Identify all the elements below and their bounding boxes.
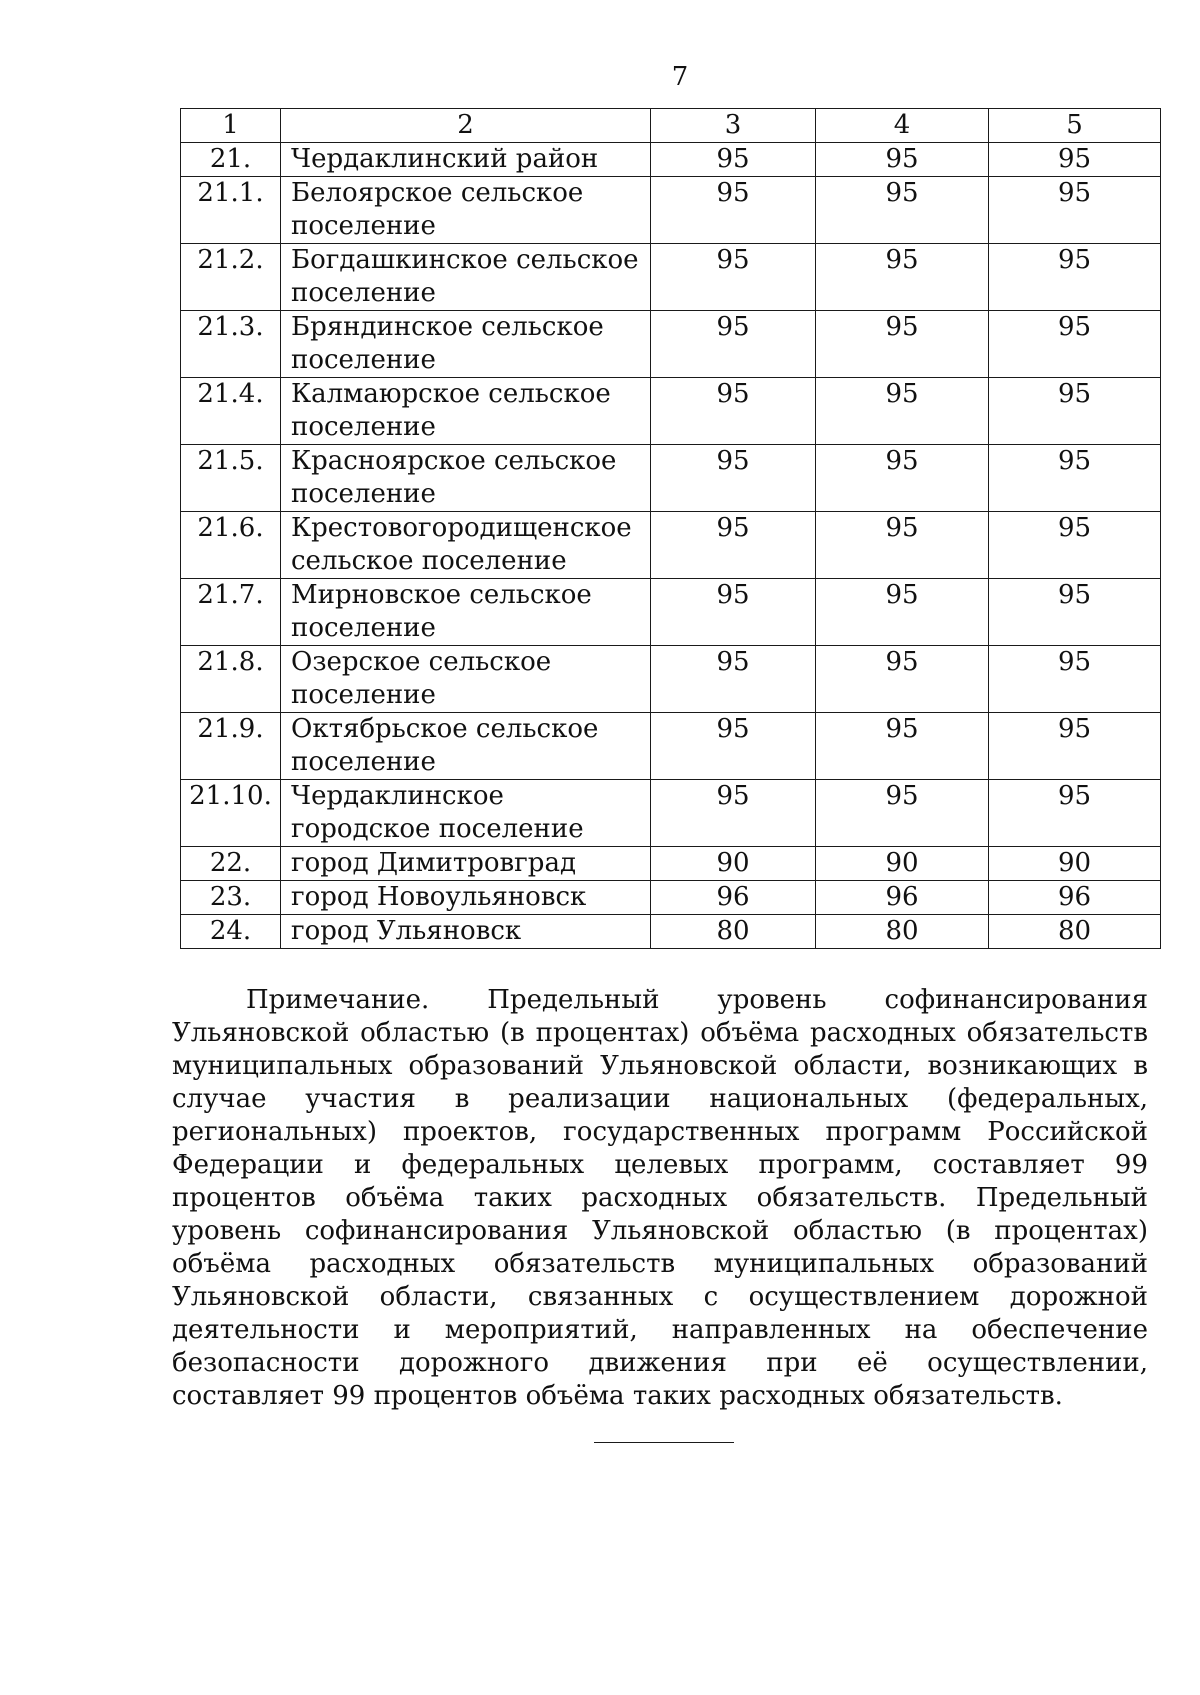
value-col3-cell: 95 <box>651 646 816 713</box>
municipality-name-cell: Мирновское сельское поселение <box>281 579 651 646</box>
municipality-name-cell: Бряндинское сельское поселение <box>281 311 651 378</box>
table-row <box>181 143 1161 177</box>
header-cell: 2 <box>281 109 651 143</box>
municipality-name-cell: Октябрьское сельское поселение <box>281 713 651 780</box>
value-col5-cell: 95 <box>989 780 1161 847</box>
row-number-cell: 21.1. <box>181 177 281 244</box>
municipality-name-cell: город Димитровград <box>281 847 651 881</box>
value-col3-cell: 95 <box>651 713 816 780</box>
value-col3-cell: 95 <box>651 445 816 512</box>
value-col5-cell: 96 <box>989 881 1161 915</box>
value-col5-cell: 95 <box>989 177 1161 244</box>
row-number-cell: 21.8. <box>181 646 281 713</box>
value-col5-cell: 95 <box>989 143 1161 177</box>
row-number-cell: 21.9. <box>181 713 281 780</box>
table-row <box>181 512 1161 579</box>
table-header-row <box>181 109 1161 143</box>
header-cell: 3 <box>651 109 816 143</box>
header-cell: 5 <box>989 109 1161 143</box>
value-col5-cell: 95 <box>989 311 1161 378</box>
municipality-name-cell: Крестовогородищенское сельское поселение <box>281 512 651 579</box>
header-cell: 4 <box>816 109 989 143</box>
table-row <box>181 847 1161 881</box>
row-number-cell: 21.5. <box>181 445 281 512</box>
table-row <box>181 177 1161 244</box>
municipality-name-cell: город Новоульяновск <box>281 881 651 915</box>
value-col3-cell: 95 <box>651 579 816 646</box>
municipality-name-cell: Калмаюрское сельское поселение <box>281 378 651 445</box>
table-row <box>181 780 1161 847</box>
value-col4-cell: 95 <box>816 646 989 713</box>
value-col4-cell: 95 <box>816 244 989 311</box>
table-row <box>181 579 1161 646</box>
value-col4-cell: 95 <box>816 445 989 512</box>
value-col4-cell: 90 <box>816 847 989 881</box>
value-col4-cell: 80 <box>816 915 989 949</box>
municipality-name-cell: Чердаклинское городское поселение <box>281 780 651 847</box>
value-col5-cell: 95 <box>989 646 1161 713</box>
cofinancing-table <box>180 108 1161 949</box>
value-col3-cell: 95 <box>651 244 816 311</box>
value-col3-cell: 95 <box>651 378 816 445</box>
row-number-cell: 22. <box>181 847 281 881</box>
table-row <box>181 311 1161 378</box>
value-col5-cell: 95 <box>989 713 1161 780</box>
value-col5-cell: 95 <box>989 512 1161 579</box>
row-number-cell: 21.6. <box>181 512 281 579</box>
value-col4-cell: 95 <box>816 579 989 646</box>
row-number-cell: 21.3. <box>181 311 281 378</box>
value-col3-cell: 96 <box>651 881 816 915</box>
table-row <box>181 445 1161 512</box>
value-col4-cell: 96 <box>816 881 989 915</box>
municipality-name-cell: Красноярское сельское поселение <box>281 445 651 512</box>
table-row <box>181 646 1161 713</box>
municipality-name-cell: Озерское сельское поселение <box>281 646 651 713</box>
header-cell: 1 <box>181 109 281 143</box>
note-paragraph: Примечание. Предельный уровень софинансирования Ульяновской областью (в процентах) объёма расходных обязательств муниципальных образований Ульяновской области, возникающих в случае участия в реализации национальных (федеральных, региональных) проектов, государственных программ Российской Федерации и федеральных целевых программ, составляет 99 процентов объёма таких расходных обязательств. Предельный уровень софинансирования Ульяновской областью (в процентах) объёма расходных обязательств муниципальных образований Ульяновской области, связанных с осуществлением дорожной деятельности и мероприятий, направленных на обеспечение безопасности дорожного движения при её осуществлении, составляет 99 процентов объёма таких расходных обязательств. <box>172 985 1148 1411</box>
municipality-name-cell: Чердаклинский район <box>281 143 651 177</box>
row-number-cell: 24. <box>181 915 281 949</box>
page-number: 7 <box>671 62 689 92</box>
row-number-cell: 21.4. <box>181 378 281 445</box>
table-row <box>181 915 1161 949</box>
value-col3-cell: 90 <box>651 847 816 881</box>
municipality-name-cell: Богдашкинское сельское поселение <box>281 244 651 311</box>
row-number-cell: 21. <box>181 143 281 177</box>
table-row <box>181 713 1161 780</box>
value-col4-cell: 95 <box>816 143 989 177</box>
value-col5-cell: 80 <box>989 915 1161 949</box>
end-divider <box>594 1442 734 1443</box>
value-col3-cell: 95 <box>651 177 816 244</box>
value-col5-cell: 95 <box>989 445 1161 512</box>
value-col5-cell: 95 <box>989 378 1161 445</box>
value-col3-cell: 95 <box>651 311 816 378</box>
value-col4-cell: 95 <box>816 780 989 847</box>
value-col5-cell: 95 <box>989 579 1161 646</box>
table-row <box>181 378 1161 445</box>
value-col3-cell: 95 <box>651 512 816 579</box>
value-col3-cell: 80 <box>651 915 816 949</box>
value-col4-cell: 95 <box>816 378 989 445</box>
value-col5-cell: 90 <box>989 847 1161 881</box>
value-col3-cell: 95 <box>651 143 816 177</box>
row-number-cell: 21.7. <box>181 579 281 646</box>
row-number-cell: 23. <box>181 881 281 915</box>
value-col4-cell: 95 <box>816 512 989 579</box>
table-row <box>181 881 1161 915</box>
municipality-name-cell: город Ульяновск <box>281 915 651 949</box>
row-number-cell: 21.10. <box>181 780 281 847</box>
value-col5-cell: 95 <box>989 244 1161 311</box>
value-col3-cell: 95 <box>651 780 816 847</box>
value-col4-cell: 95 <box>816 713 989 780</box>
row-number-cell: 21.2. <box>181 244 281 311</box>
table-row <box>181 244 1161 311</box>
value-col4-cell: 95 <box>816 311 989 378</box>
municipality-name-cell: Белоярское сельское поселение <box>281 177 651 244</box>
value-col4-cell: 95 <box>816 177 989 244</box>
